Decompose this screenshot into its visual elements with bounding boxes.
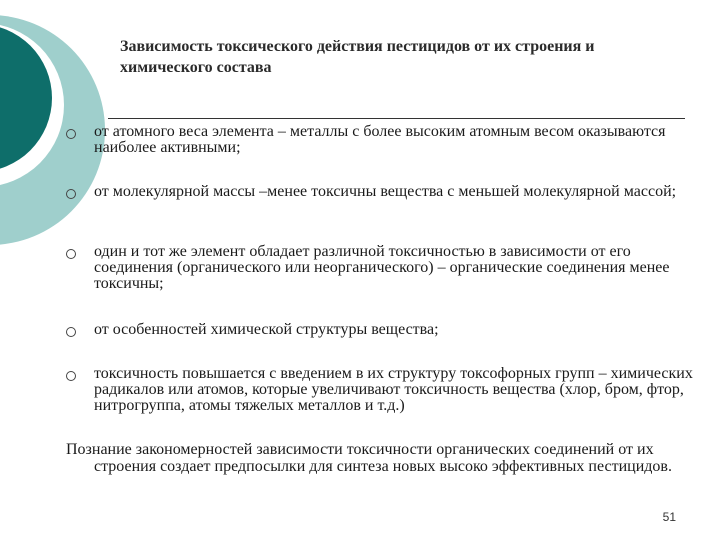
slide-title: Зависимость токсического действия пестицидов от их строения и химического состава (120, 38, 595, 76)
bullet-item-toxophore-groups (94, 366, 694, 414)
page-number: 51 (662, 510, 676, 524)
bullet-item-chemical-structure (94, 322, 694, 338)
bullet-item-molecular-mass (94, 184, 694, 200)
title-divider (108, 118, 685, 119)
bullet-text: от атомного веса элемента – металлы с более высоким атомным весом оказываются наиболее активными; (94, 123, 666, 156)
bullet-text: токсичность повышается с введением в их структуру токсофорных групп – химических радикалов или атомов, которые увеличивают токсичность вещества (хлор, бром, фтор, нитрогруппа, атомы тяжелых металлов и т.д.) (94, 365, 693, 414)
bullet-circle-icon (66, 371, 76, 381)
bullet-circle-icon (66, 249, 76, 259)
bullet-circle-icon (66, 129, 76, 139)
bullet-circle-icon (66, 327, 76, 337)
bullet-text: от молекулярной массы –менее токсичны вещества с меньшей молекулярной массой; (94, 183, 677, 200)
bullet-item-compound-form (94, 244, 694, 292)
conclusion-paragraph: Познание закономерностей зависимости токсичности органических соединений от их строения создает предпосылки для синтеза новых высоко эффективных пестицидов. (66, 441, 672, 475)
bullet-item-atomic-weight (94, 124, 694, 156)
bullet-text: один и тот же элемент обладает различной токсичностью в зависимости от его соединения (органического или неорганического) – органические соединения менее токсичны; (94, 243, 670, 292)
bullet-circle-icon (66, 189, 76, 199)
bullet-text: от особенностей химической структуры вещества; (94, 321, 439, 338)
